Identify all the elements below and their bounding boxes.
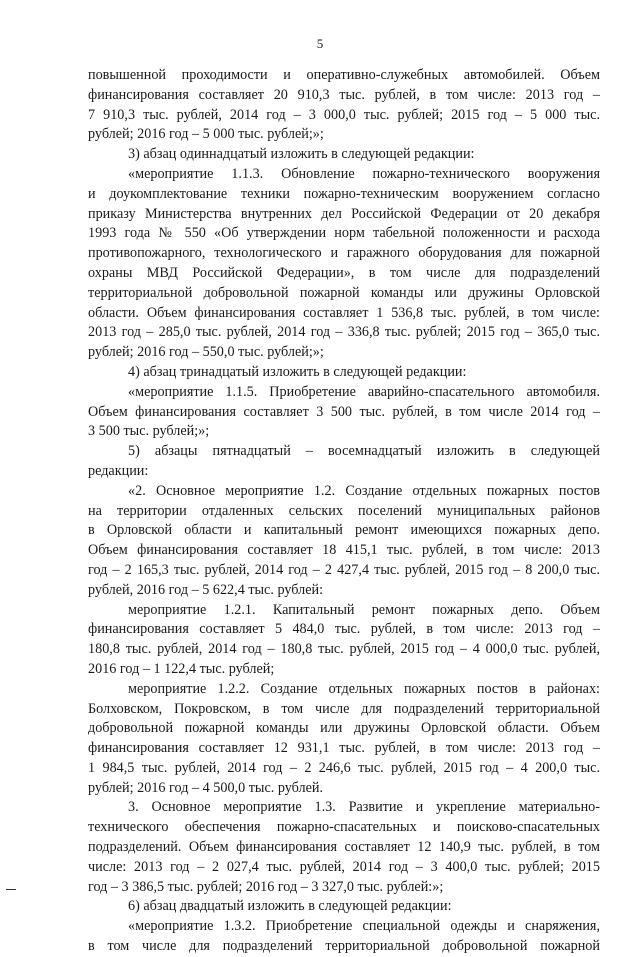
text-line-content: 3. Основное мероприятие 1.3. Развитие и укрепление материально- <box>128 799 600 816</box>
text-line-content: рублей; 2016 год – 4 500,0 тыс. рублей. <box>88 779 324 796</box>
text-line <box>88 897 600 917</box>
text-line <box>88 145 600 165</box>
text-line-content: в том числе для подразделений территориальной добровольной пожарной <box>88 938 600 955</box>
text-line-content: финансирования составляет 12 931,1 тыс. рублей, в том числе: 2013 год – <box>88 740 600 757</box>
text-line <box>88 798 600 818</box>
text-line <box>88 86 600 106</box>
text-line-content: 2013 год – 285,0 тыс. рублей, 2014 год – 336,8 тыс. рублей; 2015 год – 365,0 тыс. <box>88 324 600 341</box>
text-line-content: подразделений. Объем финансирования составляет 12 140,9 тыс. рублей, в том <box>88 839 600 856</box>
text-line-content: редакции: <box>88 462 149 479</box>
text-line <box>88 284 600 304</box>
text-line-content: год – 2 165,3 тыс. рублей, 2014 год – 2 427,4 тыс. рублей, 2015 год – 8 200,0 тыс. <box>88 561 600 578</box>
text-line <box>88 719 600 739</box>
text-line-content: «мероприятие 1.1.3. Обновление пожарно-технического вооружения <box>128 165 600 182</box>
text-line-content: Объем финансирования составляет 18 415,1 тыс. рублей, в том числе: 2013 <box>88 542 600 559</box>
page-number: 5 <box>316 36 324 51</box>
document-body <box>88 66 600 957</box>
text-line <box>88 601 600 621</box>
text-line <box>88 422 600 442</box>
text-line-content: территориальной добровольной пожарной команды или дружины Орловской <box>88 284 600 301</box>
text-line <box>88 779 600 799</box>
text-line-content: мероприятие 1.2.2. Создание отдельных пожарных постов в районах: <box>128 680 600 697</box>
text-line-content: 3) абзац одиннадцатый изложить в следующей редакции: <box>128 146 475 163</box>
text-line <box>88 482 600 502</box>
text-line <box>88 125 600 145</box>
text-line-content: 180,8 тыс. рублей, 2014 год – 180,8 тыс. рублей, 2015 год – 4 000,0 тыс. рублей, <box>88 641 600 658</box>
text-line <box>88 323 600 343</box>
text-line <box>88 224 600 244</box>
text-line <box>88 66 600 86</box>
text-line <box>88 244 600 264</box>
text-line-content: финансирования составляет 20 910,3 тыс. рублей, в том числе: 2013 год – <box>88 86 600 103</box>
text-line-content: в Орловской области и капитальный ремонт имеющихся пожарных депо. <box>88 522 600 539</box>
text-line <box>88 383 600 403</box>
text-line-content: охраны МВД Российской Федерации», в том числе для подразделений <box>88 264 600 281</box>
text-line-content: Объем финансирования составляет 3 500 тыс. рублей, в том числе 2014 год – <box>88 403 600 420</box>
text-line-content: и доукомплектование техники пожарно-техническим вооружением согласно <box>88 185 600 202</box>
text-line <box>88 541 600 561</box>
text-line <box>88 165 600 185</box>
text-line <box>88 561 600 581</box>
text-line-content: технического обеспечения пожарно-спасательных и поисково-спасательных <box>88 819 600 836</box>
text-line-content: «мероприятие 1.3.2. Приобретение специальной одежды и снаряжения, <box>128 918 600 935</box>
text-line <box>88 620 600 640</box>
text-line-content: 7 910,3 тыс. рублей, 2014 год – 3 000,0 тыс. рублей; 2015 год – 5 000 тыс. <box>88 106 600 123</box>
text-line-content: Болховском, Покровском, в том числе для подразделений территориальной <box>88 700 600 717</box>
text-line <box>88 937 600 957</box>
text-line-content: финансирования составляет 5 484,0 тыс. рублей, в том числе: 2013 год – <box>88 621 600 638</box>
text-line-content: противопожарного, технологического и гаражного оборудования для пожарной <box>88 245 600 262</box>
text-line-content: 1993 года № 550 «Об утверждении норм табельной положенности и расхода <box>88 225 600 242</box>
text-line-content: рублей, 2016 год – 5 622,4 тыс. рублей: <box>88 581 324 598</box>
text-line <box>88 759 600 779</box>
text-line-content: числе: 2013 год – 2 027,4 тыс. рублей, 2014 год – 3 400,0 тыс. рублей; 2015 <box>88 858 600 875</box>
text-line <box>88 462 600 482</box>
text-line <box>88 442 600 462</box>
text-line-content: 1 984,5 тыс. рублей, 2014 год – 2 246,6 тыс. рублей, 2015 год – 4 200,0 тыс. <box>88 759 600 776</box>
text-line <box>88 403 600 423</box>
text-line <box>88 106 600 126</box>
text-line <box>88 818 600 838</box>
text-line <box>88 838 600 858</box>
text-line-content: 6) абзац двадцатый изложить в следующей редакции: <box>128 898 452 915</box>
text-line <box>88 363 600 383</box>
text-line <box>88 917 600 937</box>
text-line-content: 4) абзац тринадцатый изложить в следующей редакции: <box>128 363 467 380</box>
text-line <box>88 858 600 878</box>
text-line <box>88 640 600 660</box>
text-line <box>88 680 600 700</box>
text-line-content: 5) абзацы пятнадцатый – восемнадцатый изложить в следующей <box>128 443 600 460</box>
text-line <box>88 185 600 205</box>
text-line <box>88 304 600 324</box>
text-line <box>88 343 600 363</box>
text-line <box>88 878 600 898</box>
text-line-content: «мероприятие 1.1.5. Приобретение аварийно-спасательного автомобиля. <box>128 383 600 400</box>
text-line-content: рублей; 2016 год – 5 000 тыс. рублей;»; <box>88 126 324 143</box>
text-line-content: 3 500 тыс. рублей;»; <box>88 423 210 440</box>
text-line <box>88 581 600 601</box>
text-line <box>88 739 600 759</box>
text-line <box>88 521 600 541</box>
text-line-content: год – 3 386,5 тыс. рублей; 2016 год – 3 327,0 тыс. рублей:»; <box>88 878 444 895</box>
text-line-content: 2016 год – 1 122,4 тыс. рублей; <box>88 660 275 677</box>
text-line-content: повышенной проходимости и оперативно-служебных автомобилей. Объем <box>88 67 600 83</box>
text-line-content: рублей; 2016 год – 550,0 тыс. рублей;»; <box>88 344 324 361</box>
text-line-content: приказу Министерства внутренних дел Российской Федерации от 20 декабря <box>88 205 600 222</box>
text-line-content: области. Объем финансирования составляет 1 536,8 тыс. рублей, в том числе: <box>88 304 600 321</box>
margin-mark <box>6 889 16 890</box>
text-line <box>88 660 600 680</box>
text-line-content: мероприятие 1.2.1. Капитальный ремонт пожарных депо. Объем <box>128 601 600 618</box>
text-line-content: добровольной пожарной команды или дружины Орловской области. Объем <box>88 720 600 737</box>
text-line-content: на территории отдаленных сельских поселений муниципальных районов <box>88 502 600 519</box>
text-line <box>88 502 600 522</box>
text-line <box>88 205 600 225</box>
text-line <box>88 264 600 284</box>
text-line-content: «2. Основное мероприятие 1.2. Создание отдельных пожарных постов <box>128 482 600 499</box>
text-line <box>88 700 600 720</box>
